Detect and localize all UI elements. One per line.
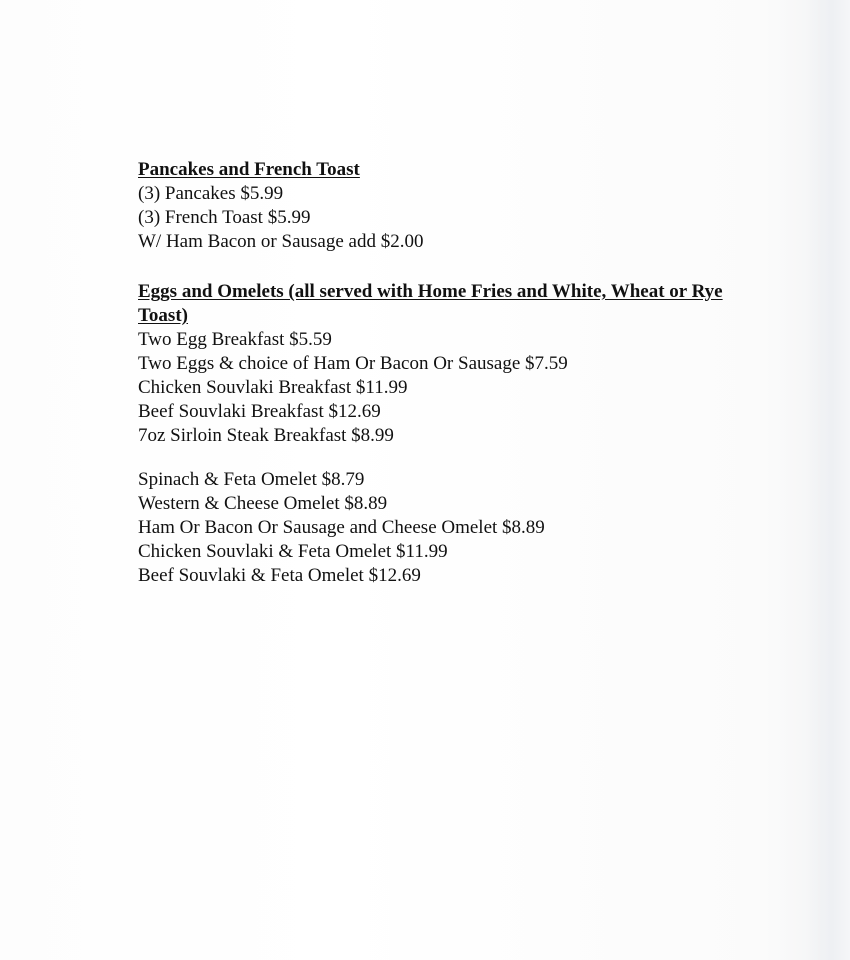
menu-item-chicken-souvlaki-omelet: Chicken Souvlaki & Feta Omelet $11.99	[138, 541, 448, 562]
page-edge-shadow	[806, 0, 850, 960]
menu-item-french-toast: (3) French Toast $5.99	[138, 207, 311, 228]
pancakes-heading: Pancakes and French Toast	[138, 159, 360, 180]
eggs-section	[138, 280, 758, 448]
menu-item-beef-souvlaki-omelet: Beef Souvlaki & Feta Omelet $12.69	[138, 565, 421, 586]
menu-item-sirloin-steak-breakfast: 7oz Sirloin Steak Breakfast $8.99	[138, 425, 394, 446]
menu-item-meat-cheese-omelet: Ham Or Bacon Or Sausage and Cheese Omelet $8.89	[138, 517, 545, 538]
menu-item-western-cheese-omelet: Western & Cheese Omelet $8.89	[138, 493, 388, 514]
eggs-heading: Eggs and Omelets (all served with Home Fries and White, Wheat or Rye Toast)	[138, 281, 723, 326]
omelets-section	[138, 468, 545, 588]
menu-item-chicken-souvlaki-breakfast: Chicken Souvlaki Breakfast $11.99	[138, 377, 408, 398]
menu-item-spinach-feta-omelet: Spinach & Feta Omelet $8.79	[138, 469, 365, 490]
pancakes-section	[138, 158, 423, 254]
menu-item-pancakes: (3) Pancakes $5.99	[138, 183, 284, 204]
menu-item-two-egg-breakfast: Two Egg Breakfast $5.59	[138, 329, 332, 350]
menu-item-beef-souvlaki-breakfast: Beef Souvlaki Breakfast $12.69	[138, 401, 381, 422]
menu-item-meat-addon: W/ Ham Bacon or Sausage add $2.00	[138, 231, 424, 252]
menu-item-two-eggs-meat: Two Eggs & choice of Ham Or Bacon Or Sausage $7.59	[138, 353, 568, 374]
